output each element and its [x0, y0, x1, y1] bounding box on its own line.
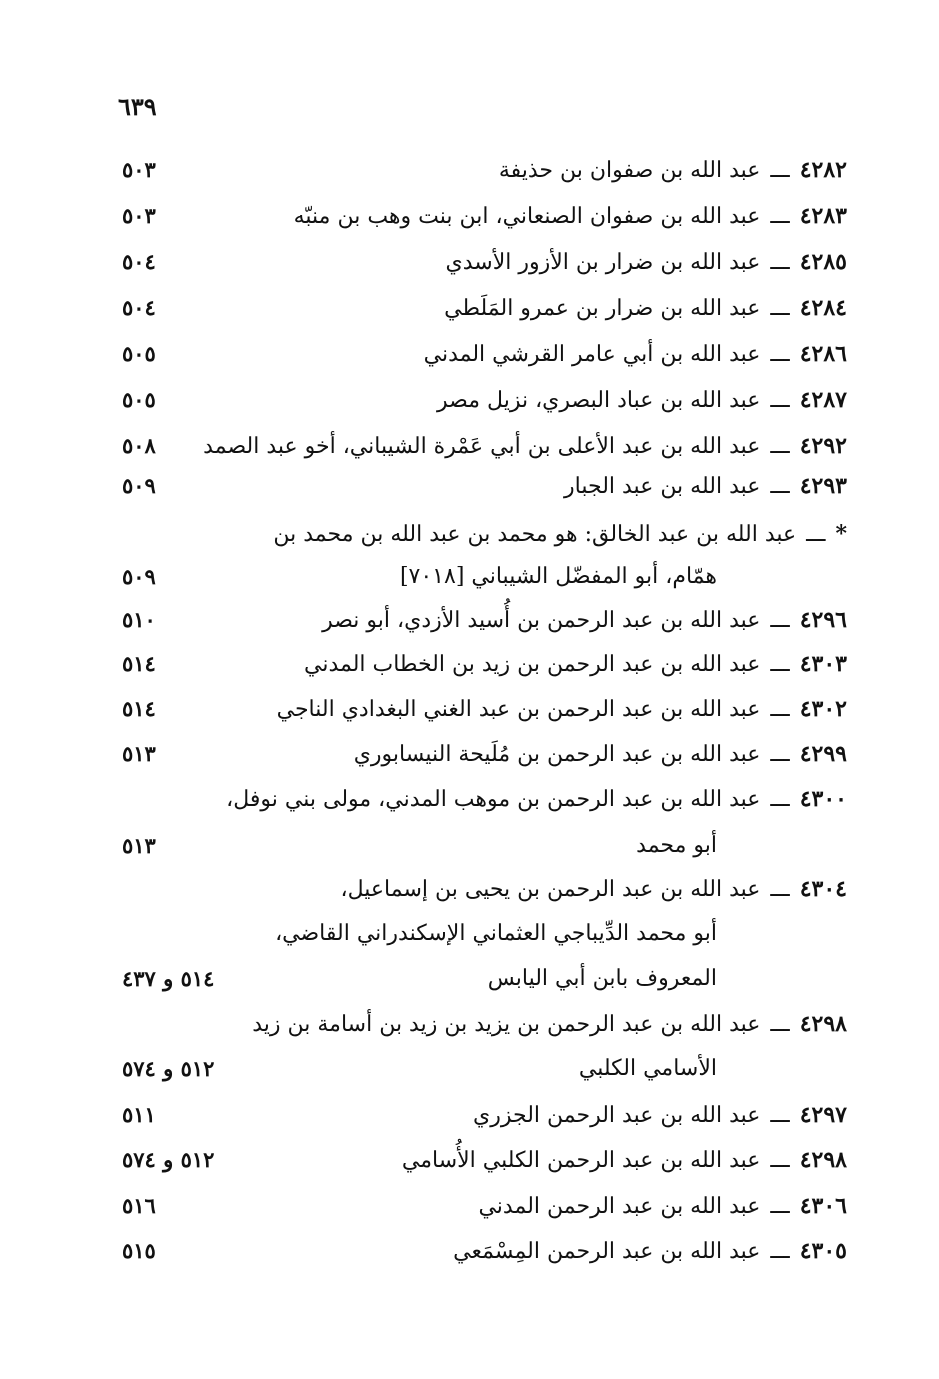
- page-reference: ٥١٣: [122, 741, 156, 766]
- index-entry: [0, 776, 939, 822]
- entry-number: ٤٣٠٠: [799, 786, 847, 812]
- entry-line: [444, 285, 847, 332]
- entry-text: المعروف بابن أبي اليابس: [487, 966, 717, 991]
- index-entry: [0, 285, 939, 331]
- entry-number: ٤٣٠٣: [799, 651, 847, 677]
- entry-number: ٤٢٩٨: [799, 1011, 847, 1037]
- entry-line: [424, 331, 847, 378]
- index-entry: [0, 463, 939, 509]
- entry-dash: ـــ: [770, 877, 790, 902]
- entry-number: ٤٢٨٥: [799, 249, 847, 275]
- page-reference: ٥١٠: [122, 607, 156, 632]
- page-reference: ٥١٢ و ٥٧٤: [122, 1147, 215, 1172]
- entry-text: عبد الله بن عبد الرحمن بن عبد الغني البغدادي الناجي: [276, 697, 761, 722]
- entry-line: [252, 1001, 847, 1048]
- page-reference: ٥١٥: [122, 1238, 156, 1263]
- page-reference: ٥٠٨: [122, 433, 156, 458]
- page-reference: ٥١١: [122, 1102, 156, 1127]
- page-reference: ٥١٤ و ٤٣٧: [122, 966, 215, 991]
- page-reference: ٥١٤: [122, 651, 156, 676]
- entry-dash: ـــ: [770, 1148, 790, 1173]
- entry-text: عبد الله بن عبد الرحمن بن زيد بن الخطاب المدني: [303, 652, 761, 677]
- index-entry: [0, 911, 939, 957]
- entry-text: عبد الله بن عبد الجبار: [564, 474, 761, 499]
- entry-number: ٤٢٩٨: [799, 1147, 847, 1173]
- entry-line: [636, 823, 717, 869]
- entry-line: [402, 1137, 847, 1184]
- page-reference: ٥٠٩: [122, 473, 156, 498]
- index-entry: [0, 1137, 939, 1183]
- index-entry: [0, 641, 939, 687]
- entry-text: عبد الله بن عبد الرحمن المِسْمَعي: [453, 1239, 761, 1264]
- entry-line: [354, 731, 847, 778]
- page-number: ٦٣٩: [118, 92, 157, 121]
- page-reference: ٥١٤: [122, 696, 156, 721]
- entry-line: [579, 1046, 717, 1092]
- entry-line: [277, 686, 847, 733]
- entry-number: ٤٣٠٢: [799, 696, 847, 722]
- index-entry: [0, 1228, 939, 1274]
- entry-line: [473, 1092, 847, 1139]
- page-reference: ٥٠٥: [122, 341, 156, 366]
- page-reference: ٥١٦: [122, 1193, 156, 1218]
- entry-number: ٤٢٨٦: [799, 341, 847, 367]
- entry-text: عبد الله بن ضرار بن الأزور الأسدي: [445, 250, 761, 275]
- entry-dash: ـــ: [770, 742, 790, 767]
- entry-line: [275, 911, 717, 957]
- entry-line: [478, 1183, 847, 1230]
- entry-line: [400, 554, 717, 600]
- entry-text: عبد الله بن عبد الرحمن بن يزيد بن زيد بن أسامة بن زيد: [252, 1012, 761, 1037]
- index-entry: [0, 1092, 939, 1138]
- entry-dash: ـــ: [770, 1239, 790, 1264]
- entry-text: عبد الله بن عبد الرحمن بن مُلَيحة النيسابوري: [353, 742, 761, 767]
- index-entry: [0, 731, 939, 777]
- entry-text: عبد الله بن ضرار بن عمرو المَلَطي: [444, 296, 761, 321]
- entry-text: أبو محمد: [636, 833, 717, 858]
- index-entry: [0, 239, 939, 285]
- entry-line: [446, 239, 847, 286]
- entry-dash: ـــ: [770, 787, 790, 812]
- entry-text: الأسامي الكلبي: [578, 1056, 717, 1081]
- entry-text: عبد الله بن عبد الرحمن بن موهب المدني، مولى بني نوفل،: [226, 787, 761, 812]
- index-entry: [0, 686, 939, 732]
- entry-dash: ـــ: [770, 296, 790, 321]
- entry-text: عبد الله بن عبد الرحمن بن يحيى بن إسماعيل،: [340, 877, 761, 902]
- entry-line: [453, 1228, 847, 1275]
- index-entry: [0, 866, 939, 912]
- entry-line: [564, 463, 847, 510]
- index-entry: [0, 597, 939, 643]
- entry-dash: ـــ: [770, 388, 790, 413]
- page-reference: ٥١٢ و ٥٧٤: [122, 1056, 215, 1081]
- entry-line: [488, 956, 717, 1002]
- entry-line: [322, 597, 847, 644]
- index-entry: [0, 1183, 939, 1229]
- entry-line: [226, 776, 847, 823]
- entry-text: عبد الله بن عبد الخالق: هو محمد بن عبد الله بن محمد بن: [273, 522, 797, 547]
- page-reference: ٥٠٤: [122, 295, 156, 320]
- entry-line: [437, 377, 847, 424]
- page-reference: ٥٠٥: [122, 387, 156, 412]
- entry-text: عبد الله بن صفوان بن حذيفة: [498, 158, 761, 183]
- entry-text: عبد الله بن عباد البصري، نزيل مصر: [437, 388, 761, 413]
- index-entry: [0, 956, 939, 1002]
- entry-text: عبد الله بن عبد الأعلى بن أبي عَمْرة الشيباني، أخو عبد الصمد: [203, 434, 761, 459]
- entry-text: عبد الله بن عبد الرحمن بن أُسيد الأزدي، أبو نصر: [322, 608, 761, 633]
- entry-dash: ـــ: [770, 250, 790, 275]
- entry-dash: ـــ: [770, 697, 790, 722]
- entry-dash: ـــ: [770, 1012, 790, 1037]
- index-entry: [0, 377, 939, 423]
- index-entry: [0, 1001, 939, 1047]
- page-reference: ٥٠٩: [122, 564, 156, 589]
- entry-number: *: [835, 521, 847, 547]
- index-entry: [0, 147, 939, 193]
- entry-number: ٤٢٨٣: [799, 203, 847, 229]
- entry-line: [294, 193, 847, 240]
- entry-dash: ـــ: [770, 474, 790, 499]
- entry-dash: ـــ: [770, 652, 790, 677]
- entry-number: ٤٢٩٩: [799, 741, 847, 767]
- entry-number: ٤٣٠٤: [799, 876, 847, 902]
- entry-text: عبد الله بن صفوان الصنعاني، ابن بنت وهب بن منبّه: [293, 204, 761, 229]
- page-reference: ٥٠٣: [122, 157, 156, 182]
- entry-text: عبد الله بن عبد الرحمن المدني: [478, 1194, 761, 1219]
- index-entry: [0, 554, 939, 600]
- entry-number: ٤٢٩٣: [799, 473, 847, 499]
- entry-dash: ـــ: [770, 434, 790, 459]
- entry-number: ٤٢٩٧: [799, 1102, 847, 1128]
- index-entry: [0, 511, 939, 557]
- entry-number: ٤٢٨٢: [799, 157, 847, 183]
- index-entry: [0, 193, 939, 239]
- entry-dash: ـــ: [770, 158, 790, 183]
- entry-text: أبو محمد الدِّيباجي العثماني الإسكندراني القاضي،: [275, 921, 717, 946]
- entry-number: ٤٢٨٧: [799, 387, 847, 413]
- page-reference: ٥٠٣: [122, 203, 156, 228]
- entry-dash: ـــ: [770, 608, 790, 633]
- entry-dash: ـــ: [770, 204, 790, 229]
- entry-text: عبد الله بن عبد الرحمن الكلبي الأُسامي: [401, 1148, 761, 1173]
- entry-dash: ـــ: [806, 522, 826, 547]
- page-reference: ٥٠٤: [122, 249, 156, 274]
- index-entry: [0, 823, 939, 869]
- entry-text: همّام، أبو المفضّل الشيباني [٧٠١٨]: [399, 564, 717, 589]
- entry-line: [499, 147, 847, 194]
- entry-dash: ـــ: [770, 1194, 790, 1219]
- entry-dash: ـــ: [770, 342, 790, 367]
- entry-line: [304, 641, 847, 688]
- entry-number: ٤٢٩٦: [799, 607, 847, 633]
- entry-number: ٤٣٠٦: [799, 1193, 847, 1219]
- entry-line: [341, 866, 848, 913]
- entry-dash: ـــ: [770, 1103, 790, 1128]
- entry-text: عبد الله بن أبي عامر القرشي المدني: [423, 342, 761, 367]
- entry-number: ٤٣٠٥: [799, 1238, 847, 1264]
- index-entry: [0, 331, 939, 377]
- entry-text: عبد الله بن عبد الرحمن الجزري: [473, 1103, 761, 1128]
- entry-line: [273, 511, 847, 558]
- index-entry: [0, 1046, 939, 1092]
- entry-number: ٤٢٨٤: [799, 295, 847, 321]
- entry-number: ٤٢٩٢: [799, 433, 847, 459]
- page-reference: ٥١٣: [122, 833, 156, 858]
